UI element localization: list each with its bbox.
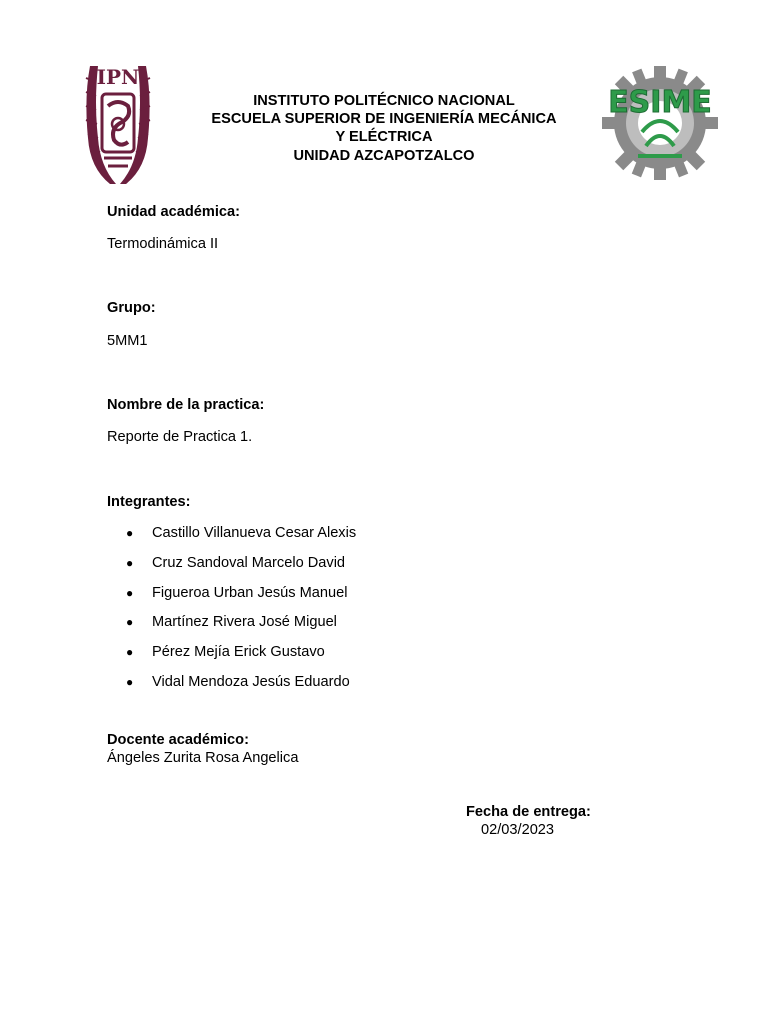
grupo-value: 5MM1 — [107, 333, 148, 349]
header-line-2: ESCUELA SUPERIOR DE INGENIERÍA MECÁNICA — [211, 111, 557, 128]
bullet-icon: ● — [126, 615, 134, 630]
member-name: Figueroa Urban Jesús Manuel — [152, 584, 348, 601]
list-item — [126, 583, 356, 613]
esime-logo — [598, 66, 722, 180]
ipn-logo — [80, 58, 156, 188]
grupo-label: Grupo: — [107, 300, 156, 316]
bullet-icon: ● — [126, 645, 134, 660]
member-name: Castillo Villanueva Cesar Alexis — [152, 525, 357, 541]
integrantes-list — [126, 523, 356, 702]
list-item — [126, 612, 356, 642]
practica-value: Reporte de Practica 1. — [107, 429, 253, 445]
bullet-icon: ● — [126, 555, 134, 570]
practica-label: Nombre de la practica: — [107, 397, 265, 413]
list-item — [126, 642, 356, 672]
member-name: Cruz Sandoval Marcelo David — [152, 554, 346, 571]
list-item — [126, 553, 356, 583]
list-item — [126, 523, 356, 553]
member-name: Martínez Rivera José Miguel — [152, 614, 337, 631]
header-line-1: INSTITUTO POLITÉCNICO NACIONAL — [253, 93, 515, 109]
integrantes-label: Integrantes: — [107, 494, 191, 510]
bullet-icon: ● — [126, 674, 134, 689]
header-line-4: UNIDAD AZCAPOTZALCO — [293, 147, 475, 164]
member-name: Pérez Mejía Erick Gustavo — [152, 644, 325, 661]
unidad-academica-label: Unidad académica: — [107, 204, 241, 220]
docente-value: Ángeles Zurita Rosa Angelica — [107, 750, 299, 766]
docente-label: Docente académico: — [107, 732, 249, 748]
institution-header — [180, 92, 588, 165]
fecha-entrega-value: 02/03/2023 — [481, 822, 555, 838]
member-name: Vidal Mendoza Jesús Eduardo — [152, 673, 350, 690]
fecha-entrega-label: Fecha de entrega: — [466, 804, 591, 820]
unidad-academica-value: Termodinámica II — [107, 236, 219, 252]
header-line-3: Y ELÉCTRICA — [335, 129, 433, 146]
list-item — [126, 672, 356, 702]
esime-logo-text: ESIME — [608, 85, 712, 120]
bullet-icon: ● — [126, 526, 134, 540]
bullet-icon: ● — [126, 585, 134, 600]
ipn-logo-text: IPN — [96, 65, 140, 89]
